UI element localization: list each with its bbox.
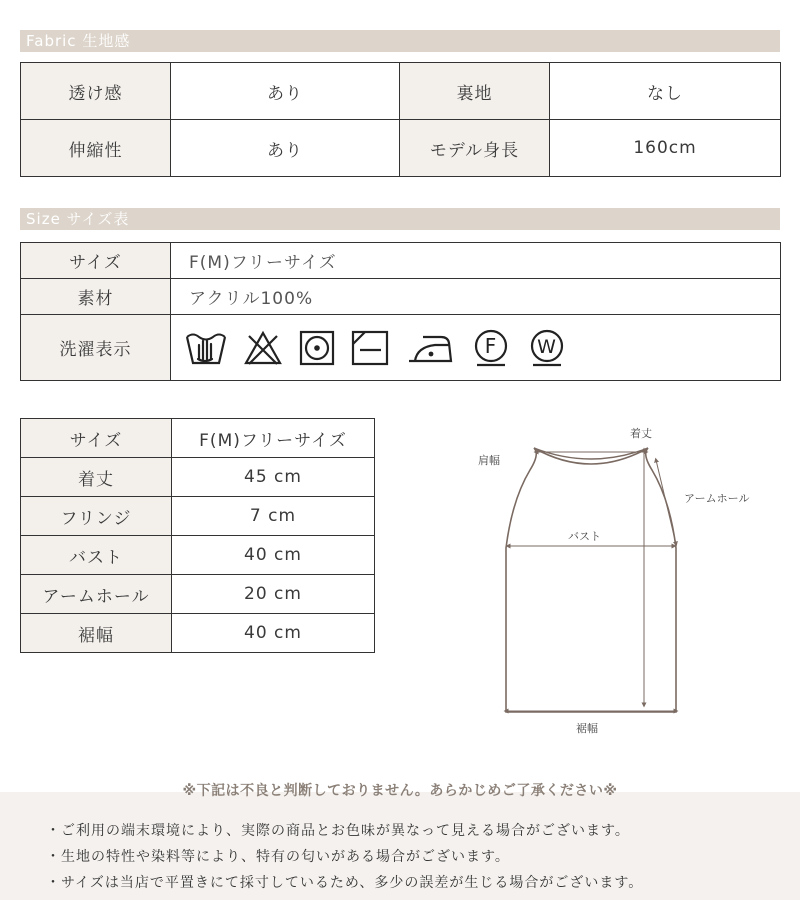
sheerness-value: あり [171,63,400,120]
care-label: 洗濯表示 [21,315,171,381]
hand-wash-icon [185,329,227,367]
notice-panel [0,783,800,900]
shoulder-label: 肩幅 [478,454,500,467]
care-icons-cell [171,315,781,381]
dry-clean-f-icon [471,328,511,368]
armhole-arrow [656,460,676,544]
table-row [21,536,375,575]
armhole-label: アームホール [684,492,750,505]
measure-value: 7 cm [172,497,375,536]
table-row [21,575,375,614]
fabric-table [20,62,781,177]
garment-outline [506,448,676,712]
measure-label: 裾幅 [21,614,172,653]
size-value: F(M)フリーサイズ [171,243,781,279]
table-row [21,497,375,536]
wet-clean-w-icon [527,328,567,368]
size-section-title: Size サイズ表 [20,208,780,230]
care-icons [171,328,780,368]
flat-dry-shade-icon [351,330,389,366]
measurement-table [20,418,375,653]
model-height-value: 160cm [550,120,781,177]
material-value: アクリル100% [171,279,781,315]
tumble-dry-icon [299,330,335,366]
list-item: ・ご利用の端末環境により、実際の商品とお色味が異なって見える場合がございます。 [46,823,630,839]
measure-value: 40 cm [172,614,375,653]
material-label: 素材 [21,279,171,315]
table-row [21,315,781,381]
measure-value: 20 cm [172,575,375,614]
measure-label: 着丈 [21,458,172,497]
measure-label: フリンジ [21,497,172,536]
table-row [21,120,781,177]
notice-list [46,818,643,896]
model-height-label: モデル身長 [400,120,550,177]
iron-low-icon [405,331,455,365]
garment-diagram [470,420,780,750]
size-label: サイズ [21,243,171,279]
table-row [21,243,781,279]
table-row [21,419,375,458]
measure-label: サイズ [21,419,172,458]
list-item: ・サイズは当店で平置きにて採寸しているため、多少の誤差が生じる場合がございます。 [46,875,644,891]
table-row [21,279,781,315]
measure-label: アームホール [21,575,172,614]
table-row [21,63,781,120]
length-label: 着丈 [630,427,652,440]
measure-value: 40 cm [172,536,375,575]
size-table [20,242,781,381]
lining-value: なし [550,63,781,120]
table-row [21,614,375,653]
table-row [21,458,375,497]
bust-label: バスト [568,530,601,543]
measure-label: バスト [21,536,172,575]
hem-label: 裾幅 [576,722,598,735]
measure-value: F(M)フリーサイズ [172,419,375,458]
fabric-section-title: Fabric 生地感 [20,30,780,52]
notice-title: ※下記は不良と判断しておりません。あらかじめご了承ください※ [182,783,618,799]
sheerness-label: 透け感 [21,63,171,120]
list-item: ・生地の特性や染料等により、特有の匂いがある場合がございます。 [46,849,510,865]
lining-label: 裏地 [400,63,550,120]
measure-value: 45 cm [172,458,375,497]
stretch-label: 伸縮性 [21,120,171,177]
neckline [534,448,648,459]
no-bleach-icon [243,330,283,366]
stretch-value: あり [171,120,400,177]
wet-clean-letter: W [537,335,557,358]
dry-clean-letter: F [484,333,498,358]
